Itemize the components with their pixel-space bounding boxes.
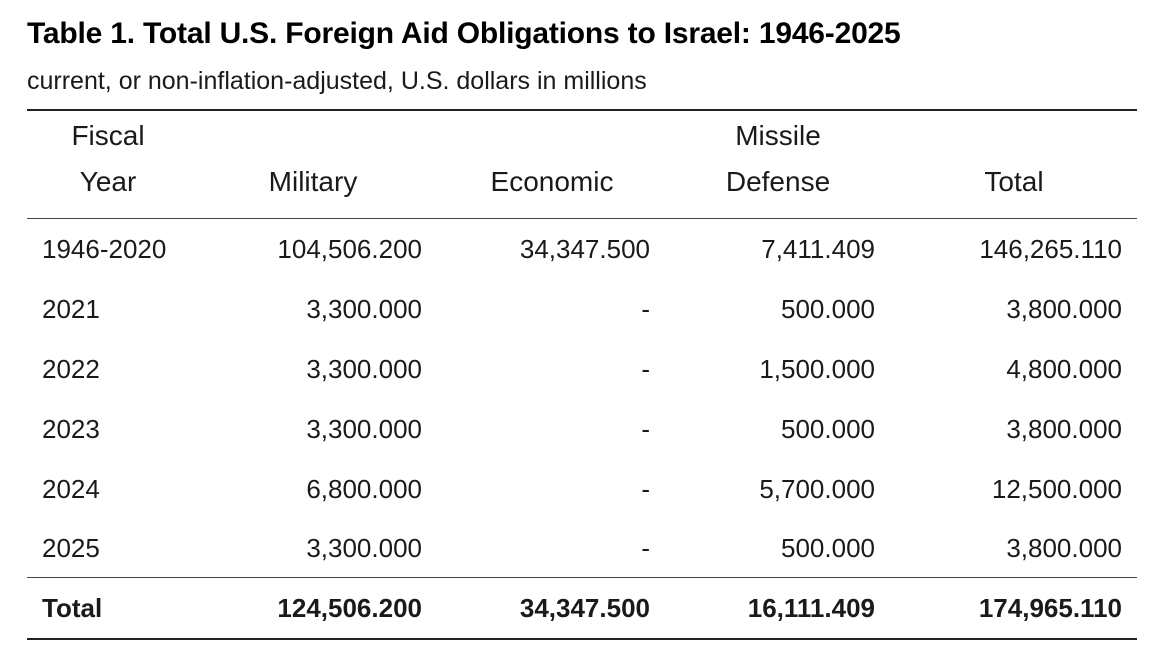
cell-military: 3,300.000 (306, 414, 422, 444)
totals-missile-defense: 16,111.409 (747, 593, 875, 623)
table-row (0, 518, 1170, 578)
totals-total: 174,965.110 (978, 593, 1122, 623)
cell-economic: - (641, 294, 650, 324)
cell-economic: - (641, 533, 650, 563)
cell-year: 2025 (42, 533, 100, 563)
header-missile-defense-line2: Defense (725, 166, 831, 197)
header-missile-defense-line1: Missile (735, 120, 821, 151)
table-row (0, 279, 1170, 339)
cell-missile-defense: 5,700.000 (759, 474, 875, 504)
cell-total: 4,800.000 (1006, 354, 1122, 384)
cell-year: 2023 (42, 414, 100, 444)
cell-military: 6,800.000 (306, 474, 422, 504)
table-subtitle: current, or non-inflation-adjusted, U.S. dollars in millions (27, 67, 647, 95)
totals-row (0, 578, 1170, 638)
cell-military: 3,300.000 (306, 354, 422, 384)
cell-economic: - (641, 414, 650, 444)
bottom-rule (27, 638, 1137, 640)
table-row (0, 219, 1170, 279)
totals-economic: 34,347.500 (519, 593, 650, 623)
cell-missile-defense: 500.000 (781, 533, 875, 563)
cell-military: 3,300.000 (306, 533, 422, 563)
cell-economic: - (641, 474, 650, 504)
header-economic: Economic (490, 166, 614, 197)
totals-military: 124,506.200 (277, 593, 422, 623)
cell-total: 146,265.110 (979, 234, 1122, 264)
cell-military: 104,506.200 (277, 234, 422, 264)
cell-year: 2024 (42, 474, 100, 504)
header-fiscal-year-line1: Fiscal (71, 120, 145, 151)
cell-missile-defense: 500.000 (781, 414, 875, 444)
header-military: Military (268, 166, 358, 197)
cell-missile-defense: 500.000 (781, 294, 875, 324)
cell-total: 3,800.000 (1006, 533, 1122, 563)
cell-economic: - (641, 354, 650, 384)
top-rule (27, 109, 1137, 111)
table-row (0, 459, 1170, 519)
totals-label: Total (42, 593, 103, 623)
cell-missile-defense: 7,411.409 (761, 234, 875, 264)
header-fiscal-year-line2: Year (79, 166, 137, 197)
cell-year: 2021 (42, 294, 100, 324)
cell-year: 1946-2020 (42, 234, 167, 264)
cell-missile-defense: 1,500.000 (759, 354, 875, 384)
table-title: Table 1. Total U.S. Foreign Aid Obligations to Israel: 1946-2025 (27, 17, 901, 50)
table-row (0, 339, 1170, 399)
header-total: Total (984, 166, 1044, 197)
cell-total: 12,500.000 (991, 474, 1122, 504)
cell-total: 3,800.000 (1006, 294, 1122, 324)
cell-economic: 34,347.500 (519, 234, 650, 264)
cell-military: 3,300.000 (306, 294, 422, 324)
table-row (0, 399, 1170, 459)
cell-year: 2022 (42, 354, 100, 384)
cell-total: 3,800.000 (1006, 414, 1122, 444)
